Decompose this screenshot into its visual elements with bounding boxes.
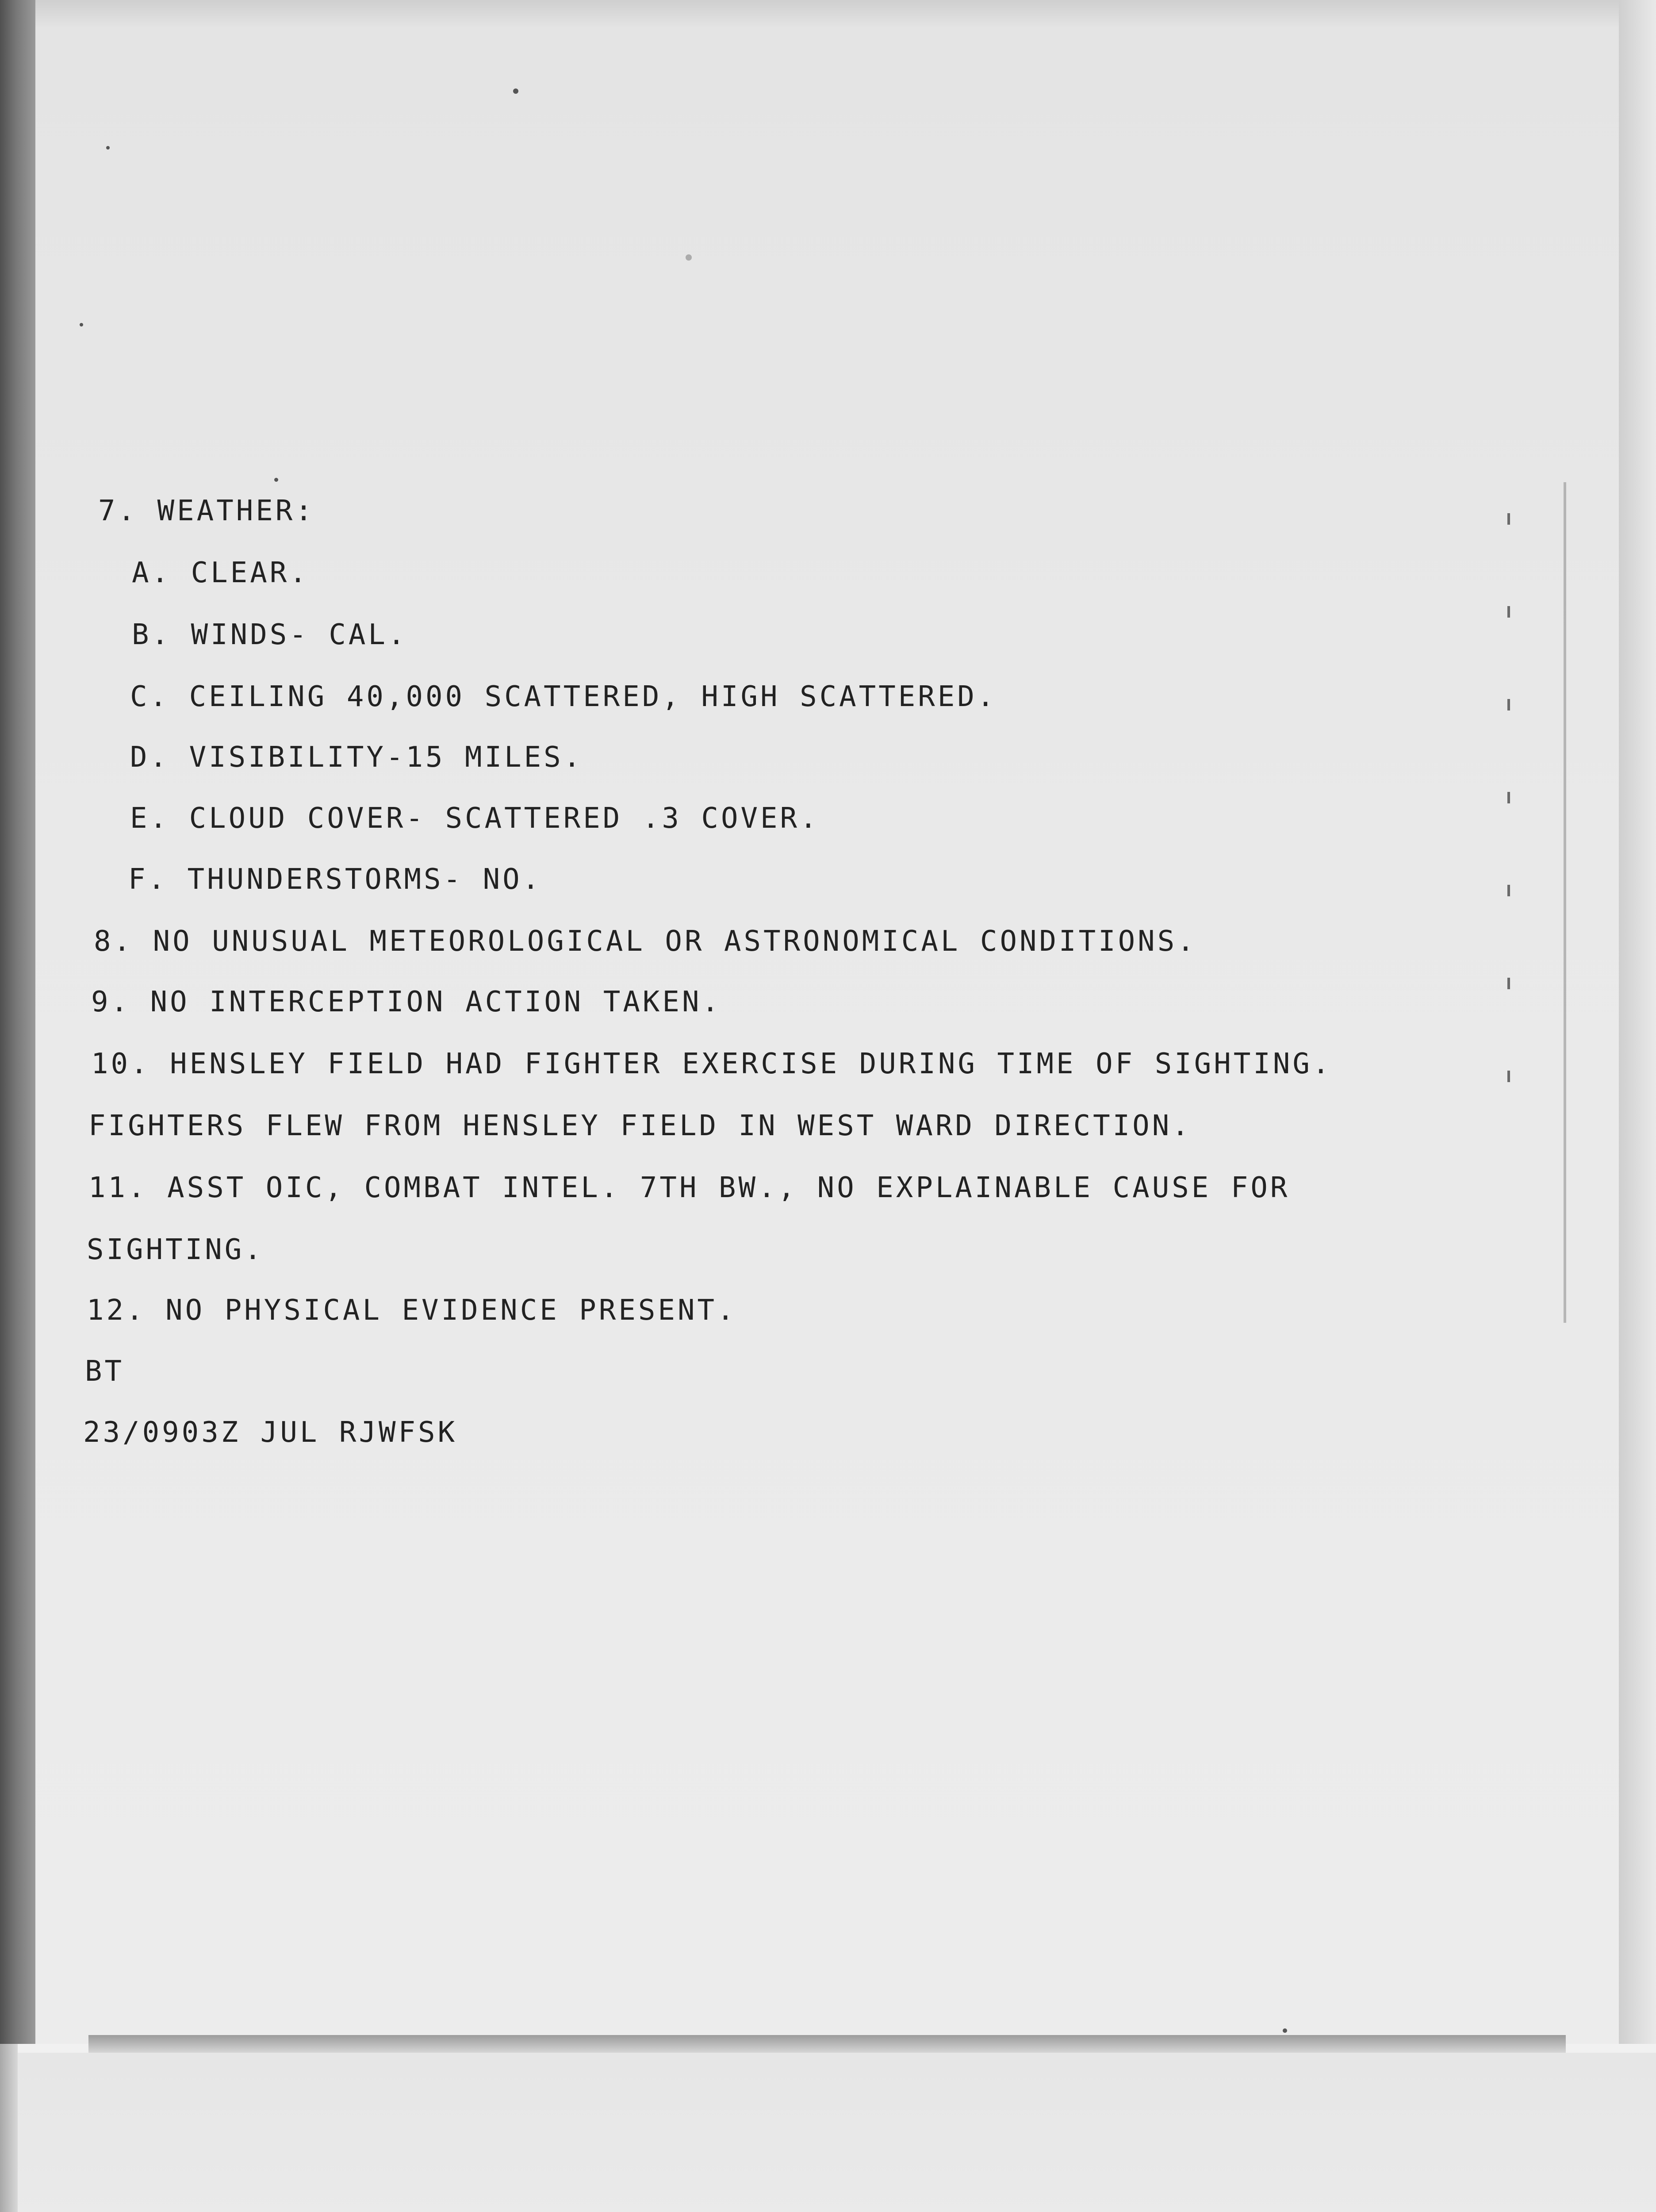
item-7e: E. CLOUD COVER- SCATTERED .3 COVER.: [130, 802, 820, 835]
item-7c: C. CEILING 40,000 SCATTERED, HIGH SCATTERED.: [130, 680, 997, 713]
item-10-continued: FIGHTERS FLEW FROM HENSLEY FIELD IN WEST WARD DIRECTION.: [88, 1110, 1192, 1142]
item-7a: A. CLEAR.: [132, 557, 309, 589]
item-9: 9. NO INTERCEPTION ACTION TAKEN.: [91, 986, 721, 1018]
item-8: 8. NO UNUSUAL METEOROLOGICAL OR ASTRONOMICAL CONDITIONS.: [94, 925, 1197, 958]
item-11: 11. ASST OIC, COMBAT INTEL. 7TH BW., NO EXPLAINABLE CAUSE FOR: [88, 1171, 1290, 1204]
item-11-continued: SIGHTING.: [87, 1233, 264, 1266]
date-time-group: 23/0903Z JUL RJWFSK: [83, 1416, 458, 1449]
break-marker: BT: [85, 1355, 125, 1388]
item-7-heading: 7. WEATHER:: [98, 495, 315, 527]
item-7f: F. THUNDERSTORMS- NO.: [128, 863, 542, 896]
item-7d: D. VISIBILITY-15 MILES.: [130, 741, 583, 774]
item-7b: B. WINDS- CAL.: [132, 618, 408, 651]
item-12: 12. NO PHYSICAL EVIDENCE PRESENT.: [87, 1294, 737, 1327]
item-10: 10. HENSLEY FIELD HAD FIGHTER EXERCISE DURING TIME OF SIGHTING.: [91, 1048, 1332, 1080]
